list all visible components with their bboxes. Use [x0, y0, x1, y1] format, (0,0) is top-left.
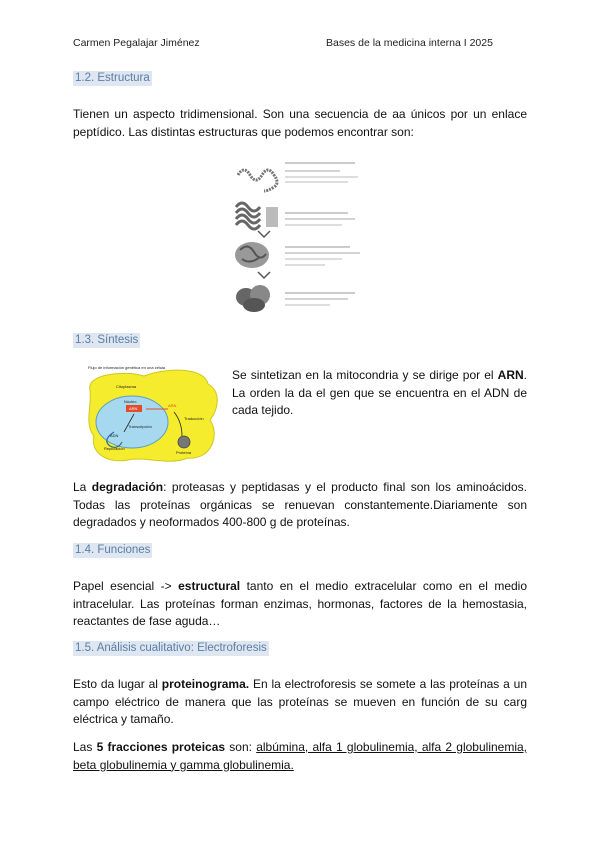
bold-proteinograma: proteinograma. — [161, 677, 250, 691]
label-proteina: Proteína — [176, 450, 192, 455]
genetic-flow-figure — [84, 362, 224, 466]
label-traduccion: Traducción — [184, 416, 204, 421]
paragraph-degradacion: La degradación: proteasas y peptidasas y el producto final son los aminoácidos. Todas las proteínas orgánicas se renuevan constantemente.Diariamente son degradados y neoformados 400-800 g de proteínas. — [73, 480, 527, 529]
label-arn-out: ARN — [168, 403, 177, 408]
secondary-structure-icon — [236, 203, 278, 229]
tertiary-structure-icon — [235, 242, 269, 268]
protein-icon — [178, 436, 190, 448]
header-author: Carmen Pegalajar Jiménez — [73, 37, 200, 49]
label-adn: ADN — [110, 433, 119, 438]
quaternary-structure-icon — [236, 285, 270, 312]
paragraph-fracciones: Las 5 fracciones proteicas son: albúmina, alfa 1 globulinemia, alfa 2 globulinemia, beta globulinemia y gamma globulinemia. — [73, 740, 528, 772]
section-title-estructura: 1.2. Estructura — [75, 72, 150, 84]
primary-structure-icon — [238, 170, 277, 191]
label-transcripcion: Transcripción — [128, 424, 152, 429]
bold-degradacion: degradación — [91, 480, 164, 494]
label-arn: ARN — [129, 406, 138, 411]
bold-fracciones: 5 fracciones proteicas — [96, 740, 226, 754]
section-title-funciones: 1.4. Funciones — [75, 544, 151, 556]
protein-structure-figure — [230, 155, 370, 315]
label-citoplasma: Citoplasma — [116, 384, 137, 389]
paragraph-electroforesis: Esto da lugar al proteinograma. En la electroforesis se somete a las proteínas a un campo eléctrico de manera que las proteínas se mueven en función de su carg eléctrica y tamaño. — [73, 677, 527, 726]
section-title-sintesis: 1.3. Síntesis — [75, 334, 139, 346]
paragraph-sintesis: Se sintetizan en la mitocondria y se dirige por el ARN. La orden la da el gen que se encuentra en el ADN de cada tejido. — [232, 368, 527, 417]
label-nucleo: Núcleo — [124, 399, 137, 404]
label-replicacion: Replicación — [104, 446, 125, 451]
bold-arn: ARN — [497, 368, 524, 382]
header-course: Bases de la medicina interna I 2025 — [326, 37, 493, 49]
paragraph-funciones: Papel esencial -> estructural tanto en el medio extracelular como en el medio intracelular. Las proteínas forman enzimas, hormonas, factores de la hemostasia, reactantes de fase aguda… — [73, 579, 527, 628]
fracciones-list: albúmina, alfa 1 globulinemia, alfa 2 globulinemia, beta globulinemia y gamma globulinemia. — [73, 740, 528, 772]
paragraph-estructura: Tienen un aspecto tridimensional. Son una secuencia de aa únicos por un enlace peptídico. Las distintas estructuras que podemos encontrar son: — [73, 107, 527, 139]
bold-estructural: estructural — [178, 579, 241, 593]
figure-title: Flujo de información genética en una célula — [88, 365, 166, 370]
section-title-electroforesis: 1.5. Análisis cualitativo: Electroforesis — [75, 642, 267, 654]
